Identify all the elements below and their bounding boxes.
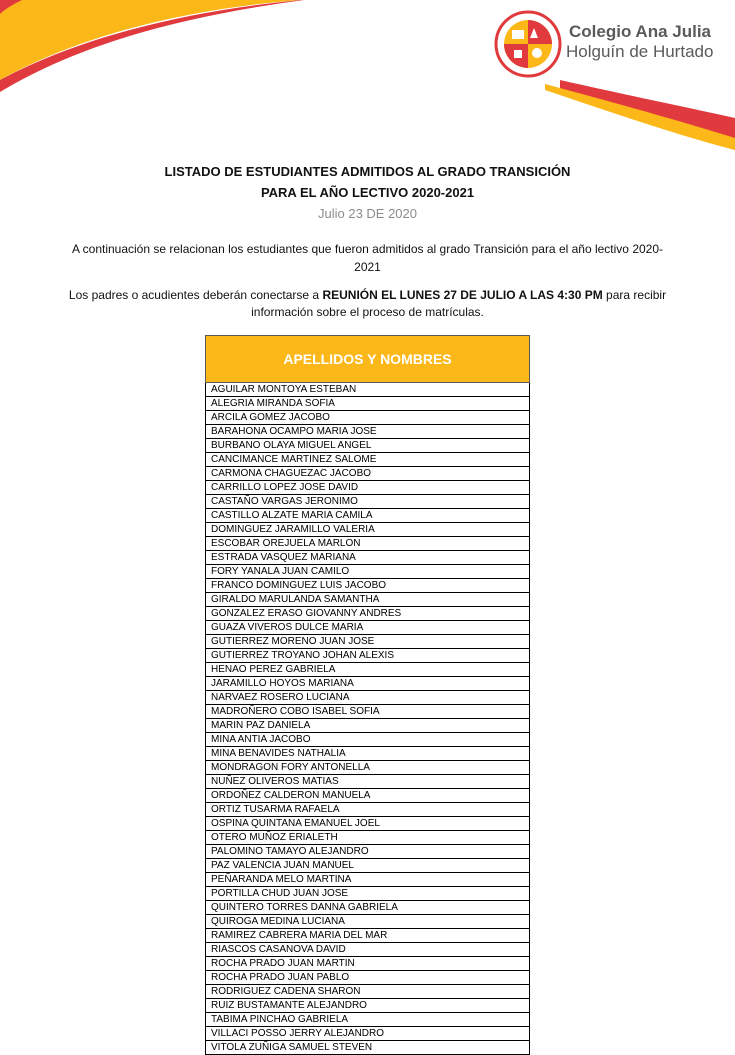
table-row: CASTILLO ALZATE MARIA CAMILA xyxy=(206,509,529,523)
table-row: PALOMINO TAMAYO ALEJANDRO xyxy=(206,845,529,859)
table-row: ALEGRIA MIRANDA SOFIA xyxy=(206,397,529,411)
intro-paragraph: A continuación se relacionan los estudiantes que fueron admitidos al grado Transición para el año lectivo 2020-2021 xyxy=(71,242,664,274)
table-row: MINA BENAVIDES NATHALIA xyxy=(206,747,529,761)
table-row: HENAO PEREZ GABRIELA xyxy=(206,663,529,677)
table-row: MADROÑERO COBO ISABEL SOFIA xyxy=(206,705,529,719)
table-row: PAZ VALENCIA JUAN MANUEL xyxy=(206,859,529,873)
table-row: ROCHA PRADO JUAN PABLO xyxy=(206,971,529,985)
student-table xyxy=(205,383,530,1055)
meeting-paragraph xyxy=(60,287,675,321)
table-row: GUAZA VIVEROS DULCE MARIA xyxy=(206,621,529,635)
table-row: JARAMILLO HOYOS MARIANA xyxy=(206,677,529,691)
table-row: OSPINA QUINTANA EMANUEL JOEL xyxy=(206,817,529,831)
table-row: RODRIGUEZ CADENA SHARON xyxy=(206,985,529,999)
table-row: PEÑARANDA MELO MARTINA xyxy=(206,873,529,887)
table-row: ARCILA GOMEZ JACOBO xyxy=(206,411,529,425)
document-title-line2: PARA EL AÑO LECTIVO 2020-2021 xyxy=(260,185,475,200)
table-row: FRANCO DOMINGUEZ LUIS JACOBO xyxy=(206,579,529,593)
table-row: QUIROGA MEDINA LUCIANA xyxy=(206,915,529,929)
school-logo xyxy=(494,10,734,82)
table-row: BARAHONA OCAMPO MARIA JOSE xyxy=(206,425,529,439)
table-row: DOMINGUEZ JARAMILLO VALERIA xyxy=(206,523,529,537)
meeting-suffix: para recibir información sobre el proceso de matrículas. xyxy=(251,288,667,319)
school-name: Colegio Ana Julia xyxy=(569,22,712,41)
table-row: QUINTERO TORRES DANNA GABRIELA xyxy=(206,901,529,915)
table-row: TABIMA PINCHAO GABRIELA xyxy=(206,1013,529,1027)
table-row: RUIZ BUSTAMANTE ALEJANDRO xyxy=(206,999,529,1013)
school-seal-icon xyxy=(494,10,562,78)
table-row: FORY YANALA JUAN CAMILO xyxy=(206,565,529,579)
table-row: VILLACI POSSO JERRY ALEJANDRO xyxy=(206,1027,529,1041)
document-title-line1: LISTADO DE ESTUDIANTES ADMITIDOS AL GRADO TRANSICIÓN xyxy=(164,164,571,179)
table-row: ESCOBAR OREJUELA MARLON xyxy=(206,537,529,551)
table-row: CASTAÑO VARGAS JERONIMO xyxy=(206,495,529,509)
table-row: AGUILAR MONTOYA ESTEBAN xyxy=(206,383,529,397)
table-row: ESTRADA VASQUEZ MARIANA xyxy=(206,551,529,565)
table-row: ROCHA PRADO JUAN MARTIN xyxy=(206,957,529,971)
table-row: PORTILLA CHUD JUAN JOSE xyxy=(206,887,529,901)
table-row: VITOLA ZUÑIGA SAMUEL STEVEN xyxy=(206,1041,529,1055)
table-row: MONDRAGON FORY ANTONELLA xyxy=(206,761,529,775)
table-header: APELLIDOS Y NOMBRES xyxy=(205,335,530,383)
table-row: GUTIERREZ TROYANO JOHAN ALEXIS xyxy=(206,649,529,663)
table-row: BURBANO OLAYA MIGUEL ANGEL xyxy=(206,439,529,453)
table-row: GUTIERREZ MORENO JUAN JOSE xyxy=(206,635,529,649)
table-row: ORDOÑEZ CALDERON MANUELA xyxy=(206,789,529,803)
table-row: OTERO MUÑOZ ERIALETH xyxy=(206,831,529,845)
table-row: NUÑEZ OLIVEROS MATIAS xyxy=(206,775,529,789)
meeting-prefix: Los padres o acudientes deberán conectarse a xyxy=(68,288,323,302)
document-date: Julio 23 DE 2020 xyxy=(317,206,417,221)
school-subname: Holguín de Hurtado xyxy=(566,42,714,61)
table-row: RIASCOS CASANOVA DAVID xyxy=(206,943,529,957)
table-row: RAMIREZ CABRERA MARIA DEL MAR xyxy=(206,929,529,943)
table-row: GONZALEZ ERASO GIOVANNY ANDRES xyxy=(206,607,529,621)
table-row: ORTIZ TUSARMA RAFAELA xyxy=(206,803,529,817)
table-row: MARIN PAZ DANIELA xyxy=(206,719,529,733)
table-row: CANCIMANCE MARTINEZ SALOME xyxy=(206,453,529,467)
table-row: GIRALDO MARULANDA SAMANTHA xyxy=(206,593,529,607)
table-row: NARVAEZ ROSERO LUCIANA xyxy=(206,691,529,705)
table-row: CARRILLO LOPEZ JOSE DAVID xyxy=(206,481,529,495)
meeting-highlight: REUNIÓN EL LUNES 27 DE JULIO A LAS 4:30 PM xyxy=(322,288,603,302)
table-row: CARMONA CHAGUEZAC JACOBO xyxy=(206,467,529,481)
table-row: MINA ANTIA JACOBO xyxy=(206,733,529,747)
